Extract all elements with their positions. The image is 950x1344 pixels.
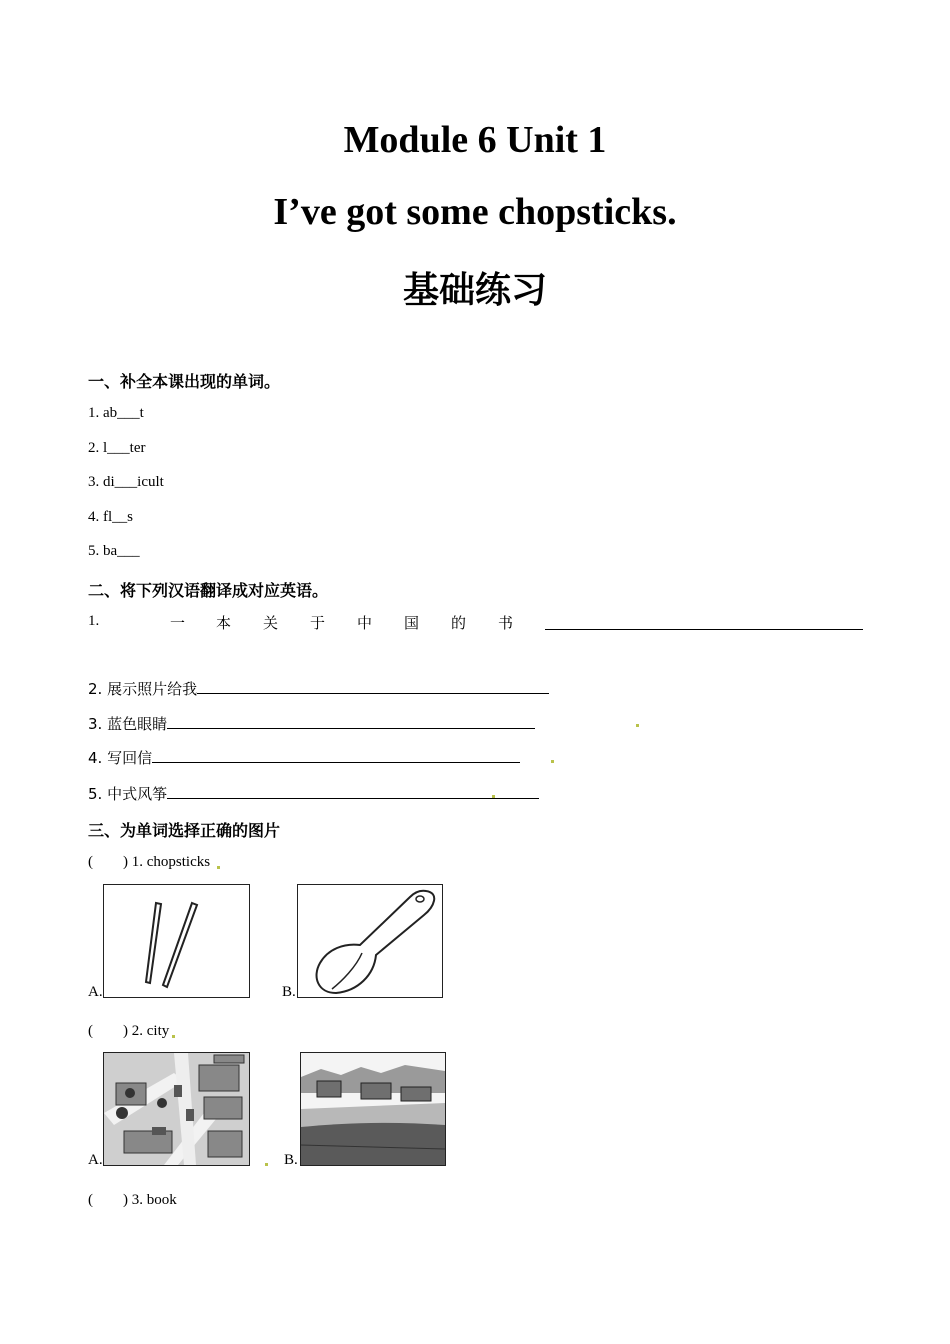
option-b-label: B. xyxy=(282,984,296,1000)
section-1-heading: 一、补全本课出现的单词。 xyxy=(88,372,281,391)
translate-char: 的 xyxy=(451,614,467,632)
translate-item-4 xyxy=(88,747,520,768)
fill-item-5: 5. ba___ xyxy=(88,543,140,559)
chopsticks-icon xyxy=(104,885,249,997)
module-title: Module 6 Unit 1 xyxy=(343,119,607,161)
city-image[interactable] xyxy=(103,1052,250,1166)
city-icon xyxy=(104,1053,249,1165)
option-a-label: A. xyxy=(88,1152,103,1168)
translate-item-2-text: 2. 展示照片给我 xyxy=(88,680,198,698)
lesson-title: I’ve got some chopsticks. xyxy=(273,191,677,233)
decor-dot xyxy=(636,724,639,727)
decor-dot xyxy=(217,866,220,869)
question-1: ( ) 1. chopsticks xyxy=(88,854,211,870)
countryside-icon xyxy=(301,1053,445,1165)
question-3: ( ) 3. book xyxy=(88,1192,177,1208)
answer-line-4[interactable] xyxy=(152,748,520,763)
question-2: ( ) 2. city xyxy=(88,1023,170,1039)
fill-item-1: 1. ab___t xyxy=(88,405,144,421)
answer-line-5[interactable] xyxy=(167,784,539,799)
answer-line-1[interactable] xyxy=(545,629,863,630)
translate-item-4-text: 4. 写回信 xyxy=(88,749,153,767)
decor-dot xyxy=(551,760,554,763)
practice-title: 基础练习 xyxy=(402,270,547,311)
translate-char: 中 xyxy=(357,614,373,632)
answer-line-2[interactable] xyxy=(197,679,549,694)
translate-item-5 xyxy=(88,783,539,804)
chopsticks-image[interactable] xyxy=(103,884,250,998)
decor-dot xyxy=(172,1035,175,1038)
option-a-label: A. xyxy=(88,984,103,1000)
countryside-image[interactable] xyxy=(300,1052,446,1166)
translate-item-3 xyxy=(88,713,535,734)
answer-line-3[interactable] xyxy=(167,714,535,729)
translate-char: 国 xyxy=(404,614,420,632)
section-3-heading: 三、为单词选择正确的图片 xyxy=(88,821,281,840)
translate-char: 一 xyxy=(170,614,186,632)
translate-char: 书 xyxy=(498,614,514,632)
translate-item-5-text: 5. 中式风筝 xyxy=(88,785,168,803)
translate-item-3-text: 3. 蓝色眼睛 xyxy=(88,715,168,733)
decor-dot xyxy=(492,795,495,798)
spoon-image[interactable] xyxy=(297,884,443,998)
translate-char: 于 xyxy=(310,614,326,632)
spoon-icon xyxy=(298,885,442,997)
option-b-label: B. xyxy=(284,1152,298,1168)
fill-item-2: 2. l___ter xyxy=(88,440,146,456)
translate-char: 关 xyxy=(263,614,279,632)
translate-char: 本 xyxy=(216,614,232,632)
translate-item-2 xyxy=(88,678,549,699)
fill-item-4: 4. fl__s xyxy=(88,509,133,525)
fill-item-3: 3. di___icult xyxy=(88,474,164,490)
translate-item-1-number: 1. xyxy=(88,613,100,629)
decor-dot xyxy=(265,1163,268,1166)
section-2-heading: 二、将下列汉语翻译成对应英语。 xyxy=(88,581,329,600)
